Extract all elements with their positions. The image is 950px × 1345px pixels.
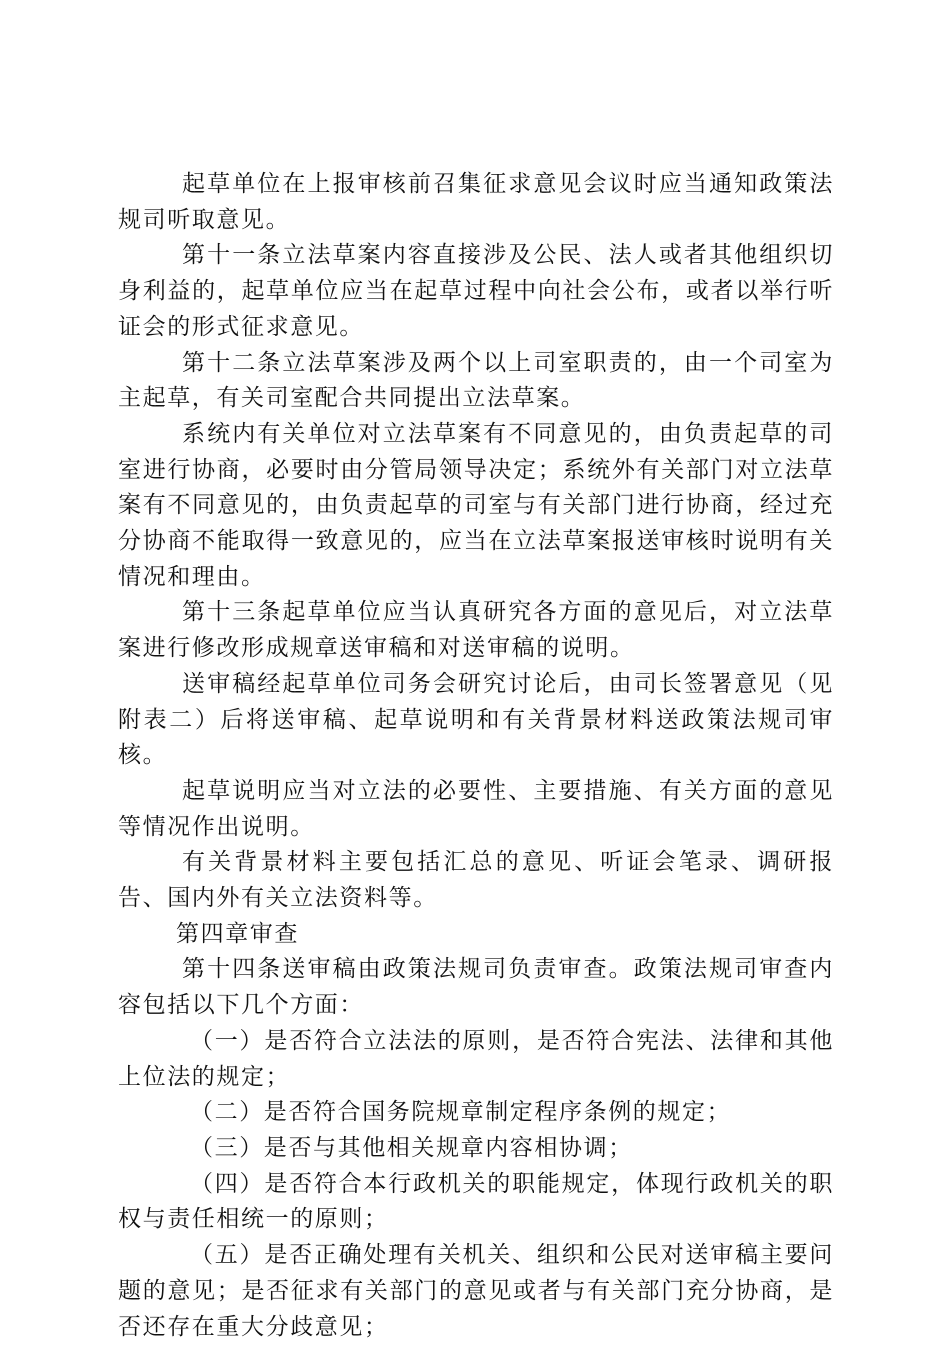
article-12: 第十二条立法草案涉及两个以上司室职责的，由一个司室为主起草，有关司室配合共同提出立法草案。 (118, 349, 834, 412)
paragraph: 起草单位在上报审核前召集征求意见会议时应当通知政策法规司听取意见。 (118, 171, 834, 233)
list-item: （二）是否符合国务院规章制定程序条例的规定； (190, 1099, 732, 1126)
list-item: （三）是否与其他相关规章内容相协调； (190, 1134, 633, 1161)
list-item: （五）是否正确处理有关机关、组织和公民对送审稿主要问题的意见；是否征求有关部门的意见或者与有关部门充分协商，是否还存在重大分歧意见； (118, 1242, 834, 1340)
chapter-heading: 第四章审查 (176, 920, 299, 947)
article-13: 第十三条起草单位应当认真研究各方面的意见后，对立法草案进行修改形成规章送审稿和对送审稿的说明。 (118, 599, 834, 662)
paragraph: 有关背景材料主要包括汇总的意见、听证会笔录、调研报告、国内外有关立法资料等。 (118, 849, 834, 912)
article-14: 第十四条送审稿由政策法规司负责审查。政策法规司审查内容包括以下几个方面： (118, 956, 834, 1019)
paragraph: 起草说明应当对立法的必要性、主要措施、有关方面的意见等情况作出说明。 (118, 777, 834, 840)
document-body (118, 167, 834, 1345)
paragraph: 送审稿经起草单位司务会研究讨论后，由司长签署意见（见附表二）后将送审稿、起草说明和有关背景材料送政策法规司审核。 (118, 670, 834, 769)
article-11: 第十一条立法草案内容直接涉及公民、法人或者其他组织切身利益的，起草单位应当在起草过程中向社会公布，或者以举行听证会的形式征求意见。 (118, 242, 834, 340)
list-item: （四）是否符合本行政机关的职能规定，体现行政机关的职权与责任相统一的原则； (118, 1170, 834, 1233)
list-item: （一）是否符合立法法的原则，是否符合宪法、法律和其他上位法的规定； (118, 1027, 834, 1090)
paragraph: 系统内有关单位对立法草案有不同意见的，由负责起草的司室进行协商，必要时由分管局领导决定；系统外有关部门对立法草案有不同意见的，由负责起草的司室与有关部门进行协商，经过充分协商不能取得一致意见的，应当在立法草案报送审核时说明有关情况和理由。 (118, 420, 834, 590)
